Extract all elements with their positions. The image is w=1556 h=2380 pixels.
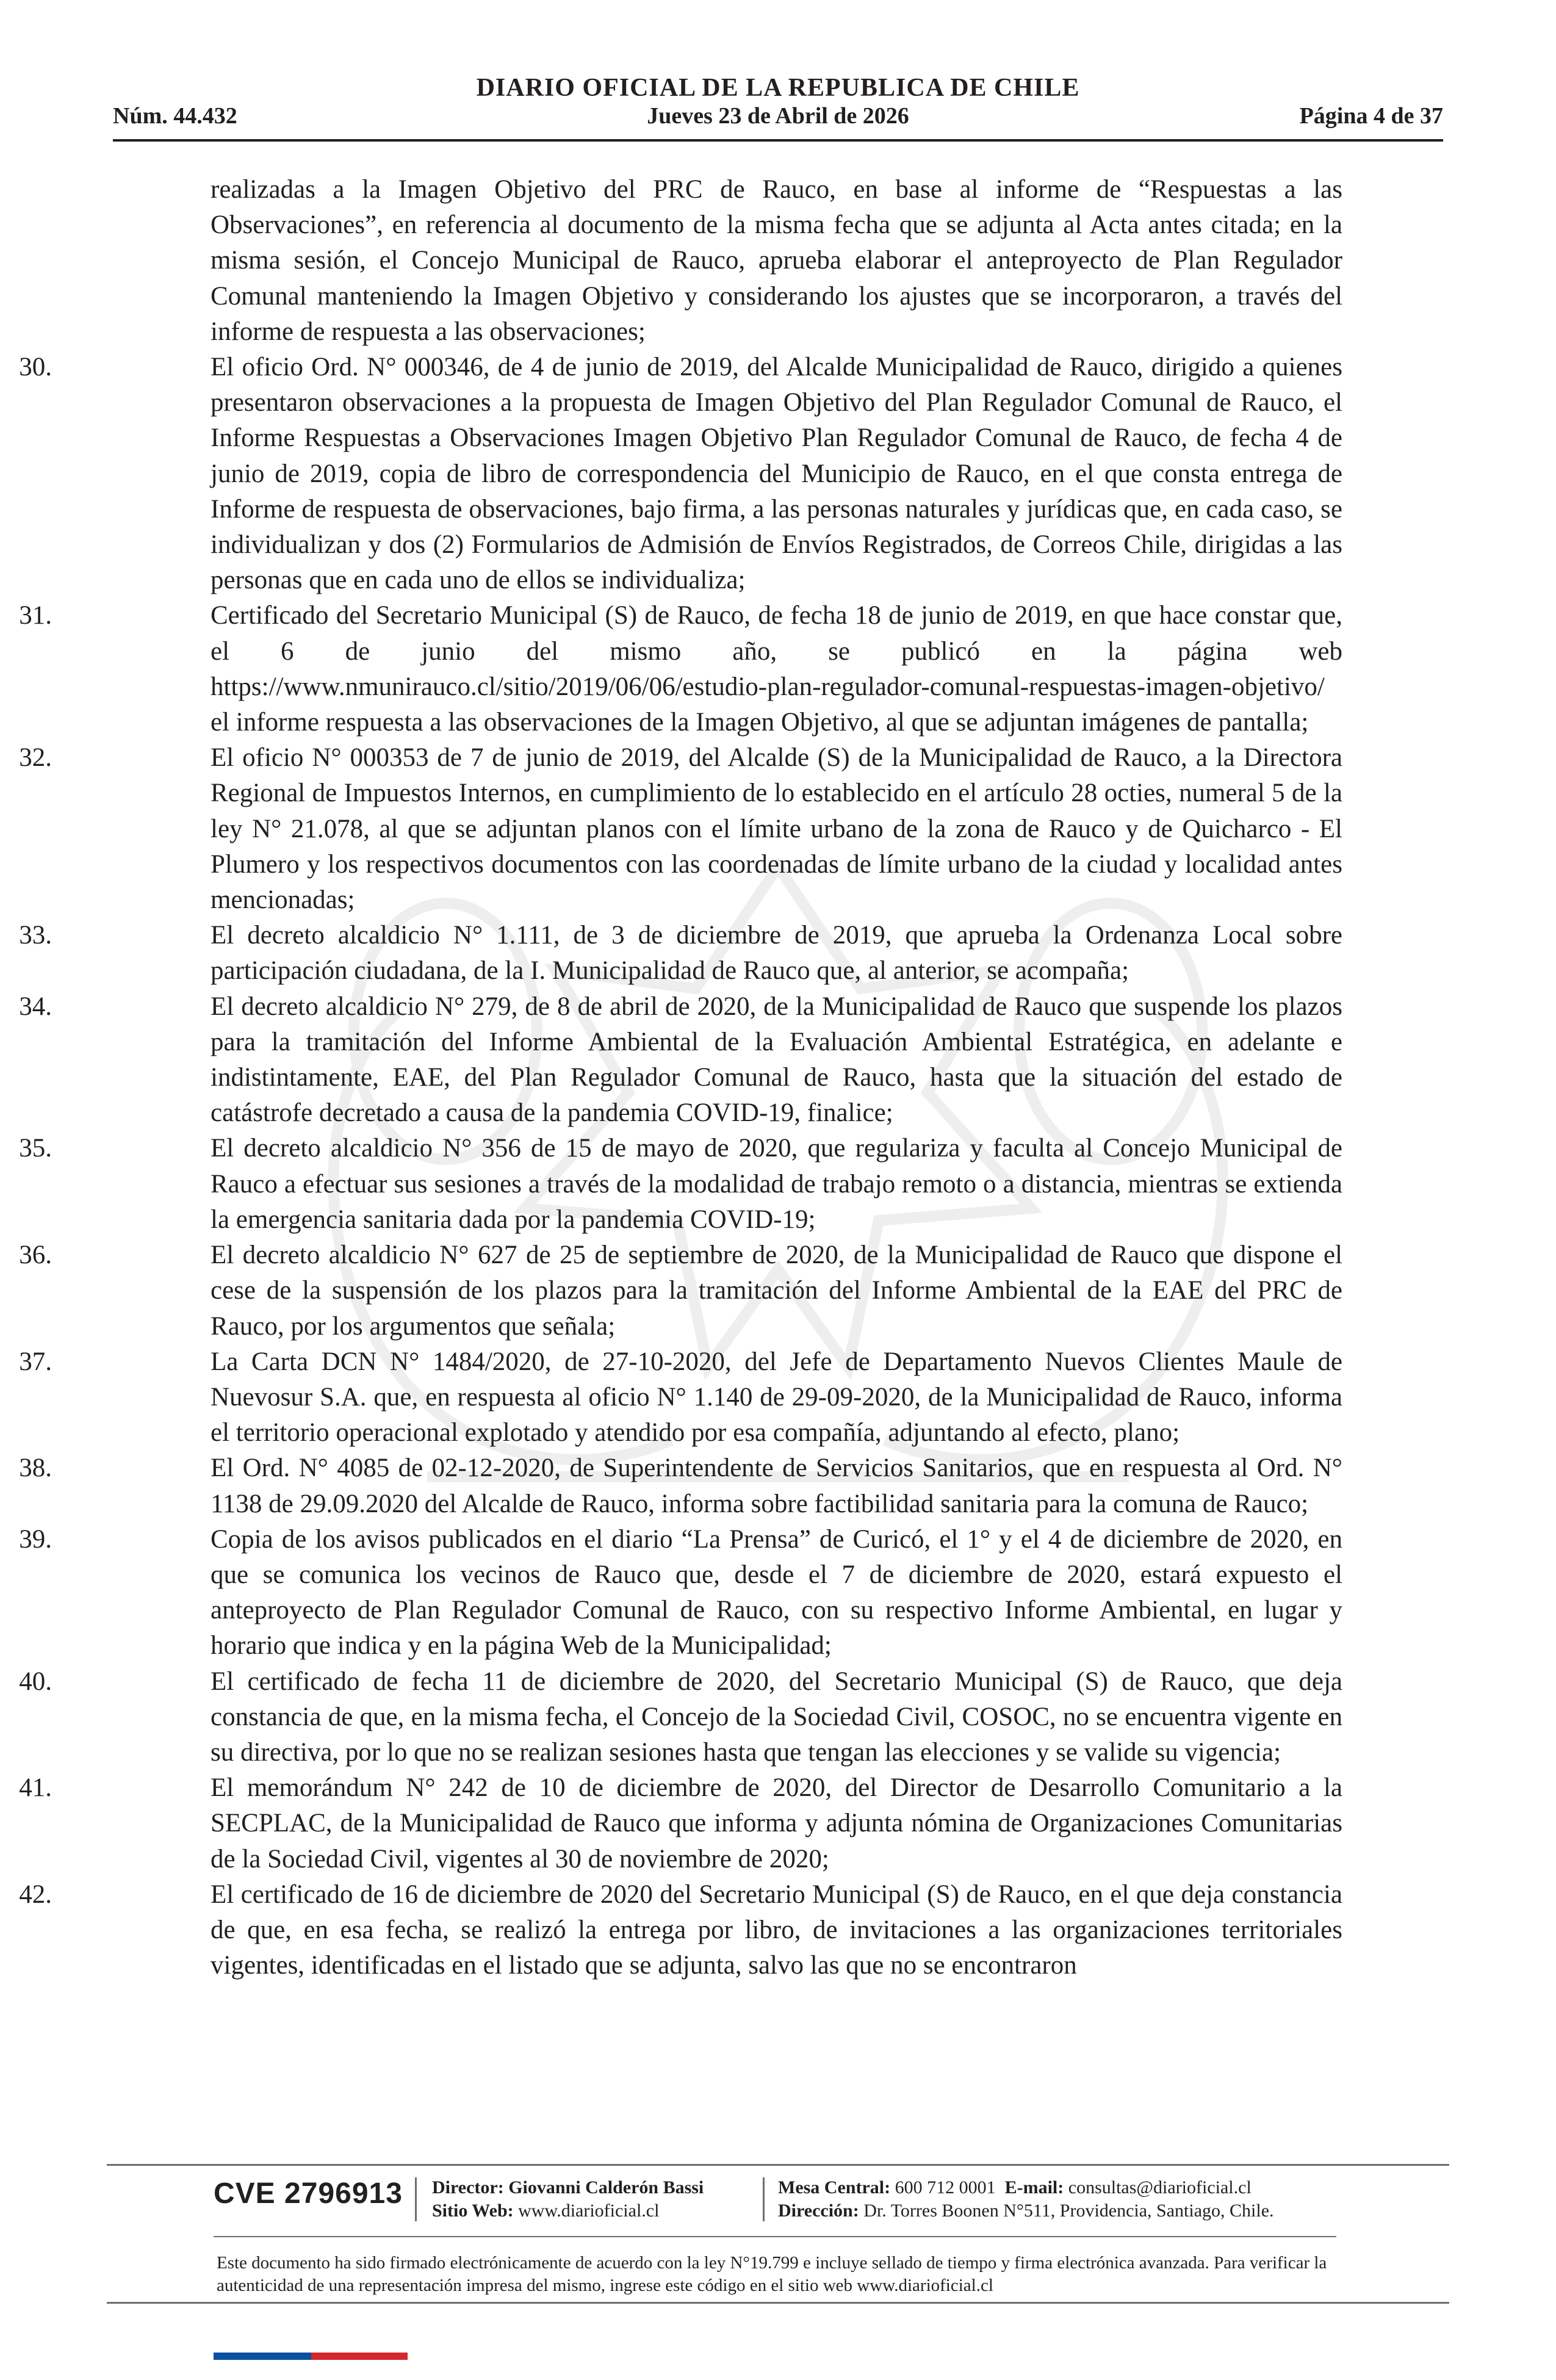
item-text: El certificado de 16 de diciembre de 2020 del Secretario Municipal (S) de Rauco, en el que deja constancia de que, en esa fecha, se realizó la entrega por libro, de invitaciones a las organizaciones territoriales vigentes, identificadas en el listado que se adjunta, salvo las que no se encontraron <box>211 1880 1342 1980</box>
address-value: Dr. Torres Boonen N°511, Providencia, Santiago, Chile. <box>863 2201 1274 2221</box>
footer-divider-top <box>107 2164 1449 2166</box>
intro-paragraph: realizadas a la Imagen Objetivo del PRC de Rauco, en base al informe de “Respuestas a las Observaciones”, en referencia al documento de la misma fecha que se adjunta al Acta antes citada; en la misma sesión, el Concejo Municipal de Rauco, aprueba elaborar el anteproyecto de Plan Regulador Comunal manteniendo la Imagen Objetivo y considerando los ajustes que se incorporaron, a través del informe de respuesta a las observaciones; <box>211 175 1342 346</box>
cve-code: CVE 2796913 <box>214 2177 403 2210</box>
list-item <box>19 918 1342 989</box>
list-item <box>19 740 1342 918</box>
item-text: El oficio N° 000353 de 7 de junio de 2019, del Alcalde (S) de la Municipalidad de Rauco, a la Directora Regional de Impuestos Internos, en cumplimiento de lo establecido en el artículo 28 octies, numeral 5 de la ley N° 21.078, al que se adjuntan planos con el límite urbano de la zona de Rauco y de Quicharco - El Plumero y los respectivos documentos con las coordenadas de límite urbano de la ciudad y localidad antes mencionadas; <box>211 743 1342 915</box>
issue-date: Jueves 23 de Abril de 2026 <box>647 103 909 129</box>
item-number: 38. <box>19 1454 52 1483</box>
phone-value: 600 712 0001 <box>895 2177 996 2198</box>
item-number: 31. <box>19 601 52 630</box>
footer-separator <box>763 2177 765 2221</box>
item-text: El decreto alcaldicio N° 356 de 15 de mayo de 2020, que regulariza y faculta al Concejo Municipal de Rauco a efectuar sus sesiones a través de la modalidad de trabajo remoto o a distancia, mientras se extienda la emergencia sanitaria dada por la pandemia COVID-19; <box>211 1134 1342 1234</box>
item-number: 40. <box>19 1667 52 1696</box>
item-number: 41. <box>19 1773 52 1803</box>
item-number: 34. <box>19 992 52 1021</box>
page-number: Página 4 de 37 <box>1299 103 1443 129</box>
item-number: 30. <box>19 353 52 382</box>
director-name: Giovanni Calderón Bassi <box>508 2177 704 2198</box>
item-text: El decreto alcaldicio N° 627 de 25 de septiembre de 2020, de la Municipalidad de Rauco que dispone el cese de la suspensión de los plazos para la tramitación del Informe Ambiental de la EAE del PRC de Rauco, por los argumentos que señala; <box>211 1241 1342 1341</box>
email-link[interactable]: consultas@diarioficial.cl <box>1068 2177 1252 2198</box>
list-item <box>19 989 1342 1131</box>
issue-number: Núm. 44.432 <box>113 103 237 129</box>
document-body <box>19 172 1342 1983</box>
address-label: Dirección: <box>778 2201 859 2221</box>
newspaper-title: DIARIO OFICIAL DE LA REPUBLICA DE CHILE <box>476 74 1080 102</box>
item-text: El oficio Ord. N° 000346, de 4 de junio de 2019, del Alcalde Municipalidad de Rauco, dirigido a quienes presentaron observaciones a la propuesta de Imagen Objetivo del Plan Regulador Comunal de Rauco, el Informe Respuestas a Observaciones Imagen Objetivo Plan Regulador Comunal de Rauco, de fecha 4 de junio de 2019, copia de libro de correspondencia del Municipio de Rauco, en el que consta entrega de Informe de respuesta de observaciones, bajo firma, a las personas naturales y jurídicas que, en cada caso, se individualizan y dos (2) Formularios de Admisión de Envíos Registrados, de Correos Chile, dirigidas a las personas que en cada uno de ellos se individualiza; <box>211 353 1342 595</box>
list-item <box>19 1664 1342 1771</box>
item-number: 33. <box>19 921 52 950</box>
list-item <box>19 1344 1342 1451</box>
flag-stripe-blue <box>214 2353 311 2360</box>
item-text: La Carta DCN N° 1484/2020, de 27-10-2020, del Jefe de Departamento Nuevos Clientes Maule de Nuevosur S.A. que, en respuesta al oficio N° 1.140 de 29-09-2020, de la Municipalidad de Rauco, informa el territorio operacional explotado y atendido por esa compañía, adjuntando al efecto, plano; <box>211 1347 1342 1448</box>
header-divider <box>113 139 1443 142</box>
list-item <box>19 1522 1342 1664</box>
footer-separator <box>415 2177 417 2221</box>
item-number: 42. <box>19 1880 52 1909</box>
item-text: Copia de los avisos publicados en el diario “La Prensa” de Curicó, el 1° y el 4 de diciembre de 2020, en que se comunica los vecinos de Rauco que, desde el 7 de diciembre de 2020, estará expuesto el anteproyecto de Plan Regulador Comunal de Rauco, con su respectivo Informe Ambiental, en lugar y horario que indica y en la página Web de la Municipalidad; <box>211 1524 1342 1661</box>
item-text: El memorándum N° 242 de 10 de diciembre de 2020, del Director de Desarrollo Comunitario a la SECPLAC, de la Municipalidad de Rauco que informa y adjunta nómina de Organizaciones Comunitarias de la Sociedad Civil, vigentes al 30 de noviembre de 2020; <box>211 1773 1342 1873</box>
item-number: 32. <box>19 743 52 773</box>
list-item <box>19 1877 1342 1984</box>
legal-notice: Este documento ha sido firmado electrónicamente de acuerdo con la ley N°19.799 e incluye sellado de tiempo y firma electrónica avanzada. Para verificar la autenticidad de una representación impresa del mismo, ingrese este código en el sitio web www.diarioficial.cl <box>217 2253 1327 2295</box>
item-number: 37. <box>19 1347 52 1376</box>
header-row <box>113 103 1443 137</box>
flag-stripe-red <box>311 2353 408 2360</box>
footer-divider-bottom <box>107 2302 1449 2304</box>
item-number: 35. <box>19 1134 52 1163</box>
item-number: 39. <box>19 1524 52 1554</box>
list-item <box>19 1238 1342 1344</box>
website-link[interactable]: www.diarioficial.cl <box>518 2201 660 2221</box>
contact-info <box>778 2176 1274 2223</box>
item-text: El certificado de fecha 11 de diciembre de 2020, del Secretario Municipal (S) de Rauco, que deja constancia de que, en la misma fecha, el Concejo de la Sociedad Civil, COSOC, no se encuentra vigente en su directiva, por lo que no se realizan sesiones hasta que tengan las elecciones y se valide su vigencia; <box>211 1667 1342 1767</box>
numbered-list <box>19 350 1342 1983</box>
list-item <box>19 598 1342 740</box>
list-item <box>19 350 1342 598</box>
phone-label: Mesa Central: <box>778 2177 891 2198</box>
footer-divider-middle <box>214 2236 1336 2237</box>
list-item <box>19 1770 1342 1877</box>
website-label: Sitio Web: <box>432 2201 514 2221</box>
director-info <box>432 2176 704 2223</box>
list-item <box>19 1131 1342 1238</box>
list-item <box>19 1451 1342 1521</box>
director-label: Director: <box>432 2177 504 2198</box>
item-text: Certificado del Secretario Municipal (S) de Rauco, de fecha 18 de junio de 2019, en que hace constar que, el 6 de junio del mismo año, se publicó en la página web https://www.nmunirauco.cl/sitio/2019/06/06/estudio-plan-regulador-comunal-respuestas-imagen-objetivo/ el informe respuesta a las observaciones de la Imagen Objetivo, al que se adjuntan imágenes de pantalla; <box>211 601 1342 737</box>
item-text: El Ord. N° 4085 de 02-12-2020, de Superintendente de Servicios Sanitarios, que en respuesta al Ord. N° 1138 de 29.09.2020 del Alcalde de Rauco, informa sobre factibilidad sanitaria para la comuna de Rauco; <box>211 1454 1342 1518</box>
item-text: El decreto alcaldicio N° 1.111, de 3 de diciembre de 2019, que aprueba la Ordenanza Local sobre participación ciudadana, de la I. Municipalidad de Rauco que, al anterior, se acompaña; <box>211 921 1342 986</box>
email-label: E-mail: <box>1004 2177 1064 2198</box>
item-text: El decreto alcaldicio N° 279, de 8 de abril de 2020, de la Municipalidad de Rauco que suspende los plazos para la tramitación del Informe Ambiental de la Evaluación Ambiental Estratégica, en adelante e indistintamente, EAE, del Plan Regulador Comunal de Rauco, hasta que la situación del estado de catástrofe decretado a causa de la pandemia COVID-19, finalice; <box>211 992 1342 1128</box>
item-number: 36. <box>19 1241 52 1270</box>
